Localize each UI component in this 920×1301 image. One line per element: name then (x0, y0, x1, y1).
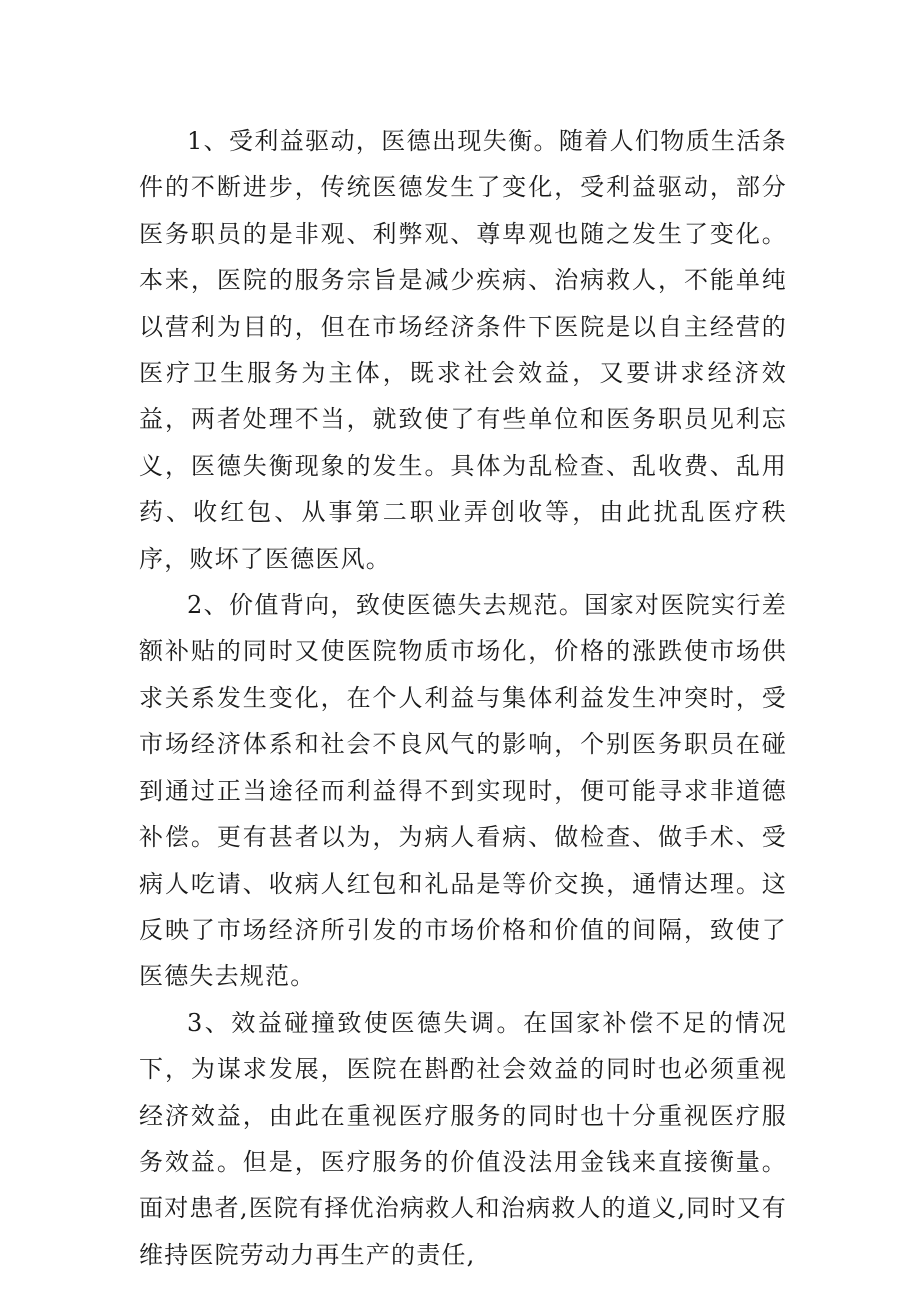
paragraph-1: 1、受利益驱动，医德出现失衡。随着人们物质生活条件的不断进步，传统医德发生了变化，受利益驱动，部分医务职员的是非观、利弊观、尊卑观也随之发生了变化。本来，医院的服务宗旨是减少疾病、治病救人，不能单纯以营利为目的，但在市场经济条件下医院是以自主经营的医疗卫生服务为主体，既求社会效益，又要讲求经济效益，两者处理不当，就致使了有些单位和医务职员见利忘义，医德失衡现象的发生。具体为乱检查、乱收费、乱用药、收红包、从事第二职业弄创收等，由此扰乱医疗秩序，败坏了医德医风。 (139, 127, 787, 573)
paragraph-2: 2、价值背向，致使医德失去规范。国家对医院实行差额补贴的同时又使医院物质市场化，价格的涨跌使市场供求关系发生变化，在个人利益与集体利益发生冲突时，受市场经济体系和社会不良风气的影响，个别医务职员在碰到通过正当途径而利益得不到实现时，便可能寻求非道德补偿。更有甚者以为，为病人看病、做检查、做手术、受病人吃请、收病人红包和礼品是等价交换，通情达理。这反映了市场经济所引发的市场价格和价值的间隔，致使了医德失去规范。 (139, 591, 787, 991)
paragraph-3: 3、效益碰撞致使医德失调。在国家补偿不足的情况下，为谋求发展，医院在斟酌社会效益的同时也必须重视经济效益，由此在重视医疗服务的同时也十分重视医疗服务效益。但是，医疗服务的价值没法用金钱来直接衡量。面对患者,医院有择优治病救人和治病救人的道义,同时又有维持医院劳动力再生产的责任, (139, 1008, 787, 1269)
document-body (139, 118, 787, 1278)
